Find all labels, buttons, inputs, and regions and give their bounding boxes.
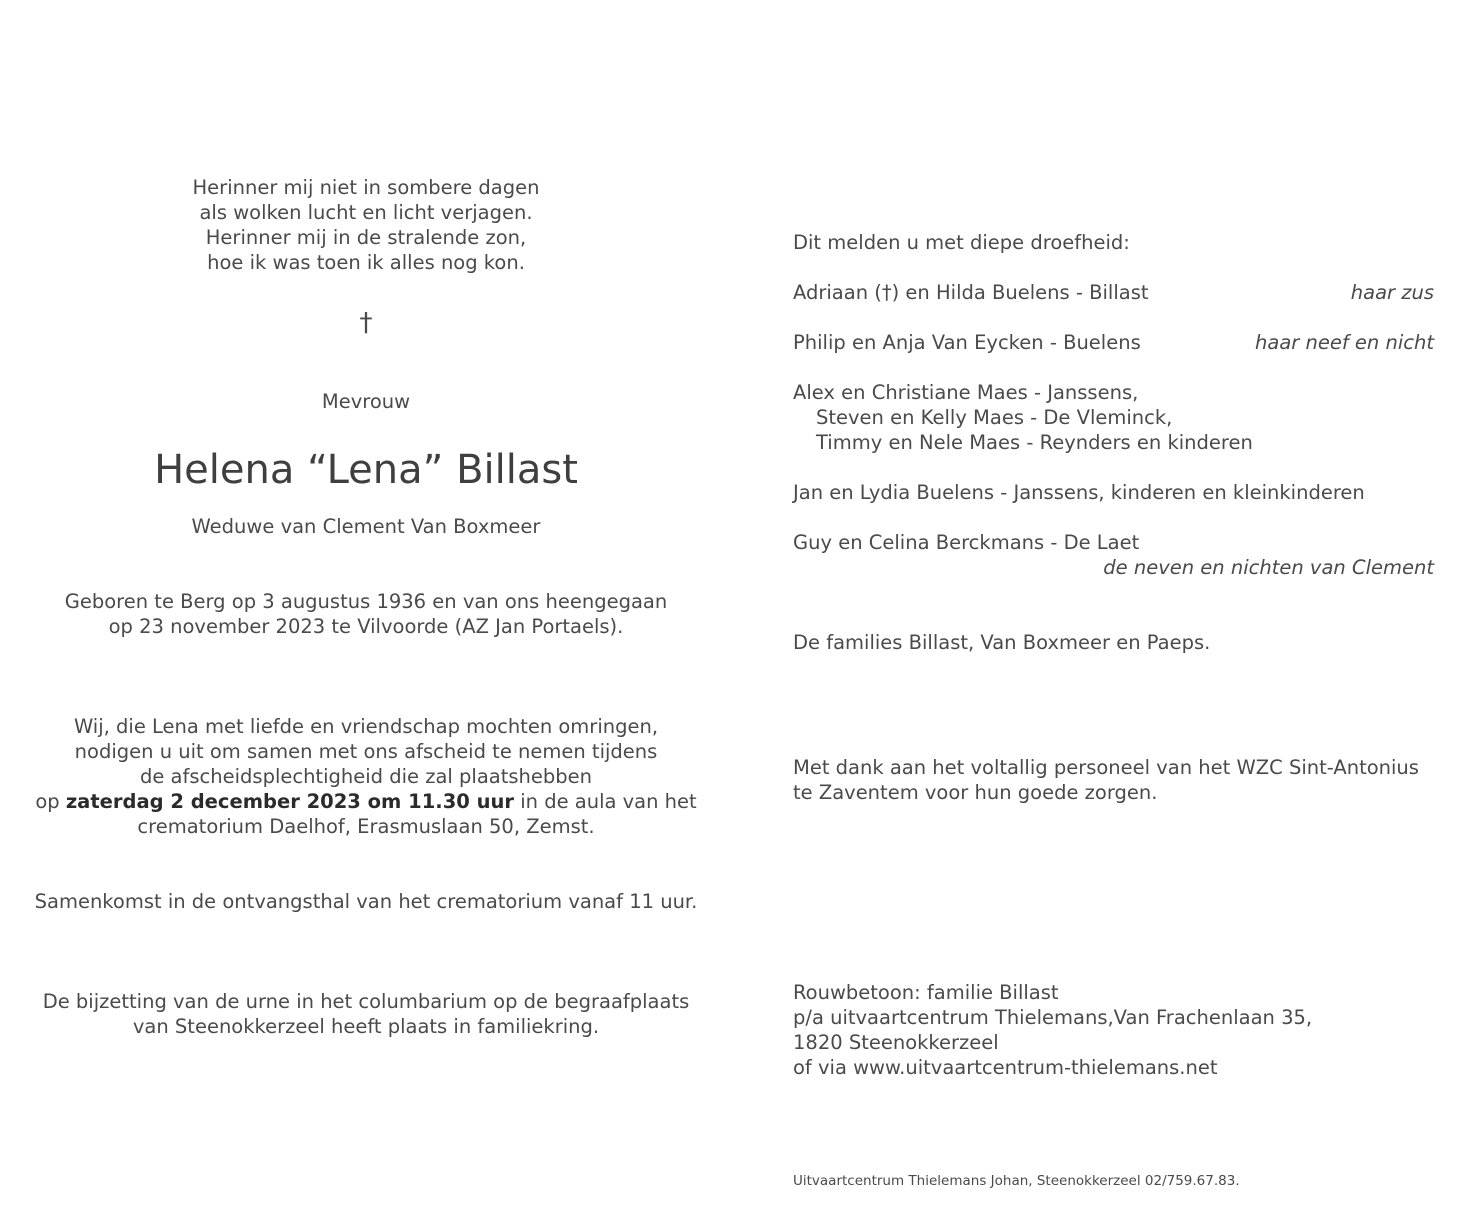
family-relation: haar zus — [1350, 281, 1434, 304]
poem-line: hoe ik was toen ik alles nog kon. — [207, 251, 525, 274]
family-relation: haar neef en nicht — [1255, 331, 1434, 354]
info-line: op 23 november 2023 te Vilvoorde (AZ Jan Portaels). — [108, 615, 624, 638]
address-line: 1820 Steenokkerzeel — [793, 1031, 999, 1054]
family-names: Adriaan (†) en Hilda Buelens - Billast — [793, 281, 1149, 304]
family-entry: Guy en Celina Berckmans - De Laet — [793, 531, 1140, 554]
family-names: Alex en Christiane Maes - Janssens, — [793, 381, 1139, 404]
family-entry: Jan en Lydia Buelens - Janssens, kinderen en kleinkinderen — [793, 481, 1365, 504]
invite-post: in de aula van het — [514, 790, 697, 813]
thanks-line: Met dank aan het voltallig personeel van het WZC Sint-Antonius — [793, 756, 1419, 779]
ceremony-invitation — [0, 714, 732, 839]
families-line: De families Billast, Van Boxmeer en Paeps. — [793, 631, 1211, 654]
ceremony-date: zaterdag 2 december 2023 om 11.30 uur — [65, 790, 515, 813]
gathering-info: Samenkomst in de ontvangsthal van het crematorium vanaf 11 uur. — [34, 890, 698, 913]
address-line: p/a uitvaartcentrum Thielemans,Van Frachenlaan 35, — [793, 1006, 1313, 1029]
address-line: Rouwbetoon: familie Billast — [793, 981, 1059, 1004]
thanks-note — [793, 755, 1434, 805]
burial-line: van Steenokkerzeel heeft plaats in familiekring. — [132, 1015, 600, 1038]
family-entry — [793, 280, 1434, 305]
burial-info — [0, 989, 732, 1039]
funeral-home-footer: Uitvaartcentrum Thielemans Johan, Steenokkerzeel 02/759.67.83. — [793, 1173, 1240, 1189]
burial-line: De bijzetting van de urne in het columbarium op de begraafplaats — [42, 990, 690, 1013]
poem-line: Herinner mij niet in sombere dagen — [192, 176, 540, 199]
invite-line — [0, 789, 732, 814]
family-names: Philip en Anja Van Eycken - Buelens — [793, 331, 1141, 354]
birth-death-info — [0, 589, 732, 639]
thanks-line: te Zaventem voor hun goede zorgen. — [793, 781, 1158, 804]
condolence-address — [793, 980, 1434, 1080]
family-entry — [793, 380, 1434, 455]
invite-line: Wij, die Lena met liefde en vriendschap mochten omringen, — [73, 715, 659, 738]
invite-pre: op — [35, 790, 66, 813]
family-names: Timmy en Nele Maes - Reynders en kinderen — [816, 431, 1253, 454]
address-line: of via www.uitvaartcentrum-thielemans.net — [793, 1056, 1218, 1079]
family-entry — [793, 330, 1434, 355]
invite-line: crematorium Daelhof, Erasmuslaan 50, Zemst. — [137, 815, 595, 838]
poem — [0, 175, 732, 275]
cross-icon: † — [359, 308, 373, 338]
announcement-intro: Dit melden u met diepe droefheid: — [793, 231, 1130, 254]
poem-line: Herinner mij in de stralende zon, — [205, 226, 527, 249]
info-line: Geboren te Berg op 3 augustus 1936 en van ons heengegaan — [64, 590, 668, 613]
widow-line: Weduwe van Clement Van Boxmeer — [191, 515, 541, 538]
deceased-name: Helena “Lena” Billast — [154, 447, 578, 493]
family-names: Steven en Kelly Maes - De Vleminck, — [816, 406, 1173, 429]
honorific: Mevrouw — [321, 390, 411, 413]
invite-line: de afscheidsplechtigheid die zal plaatshebben — [139, 765, 592, 788]
family-relation: de neven en nichten van Clement — [1103, 556, 1434, 579]
poem-line: als wolken lucht en licht verjagen. — [199, 201, 533, 224]
invite-line: nodigen u uit om samen met ons afscheid te nemen tijdens — [74, 740, 658, 763]
